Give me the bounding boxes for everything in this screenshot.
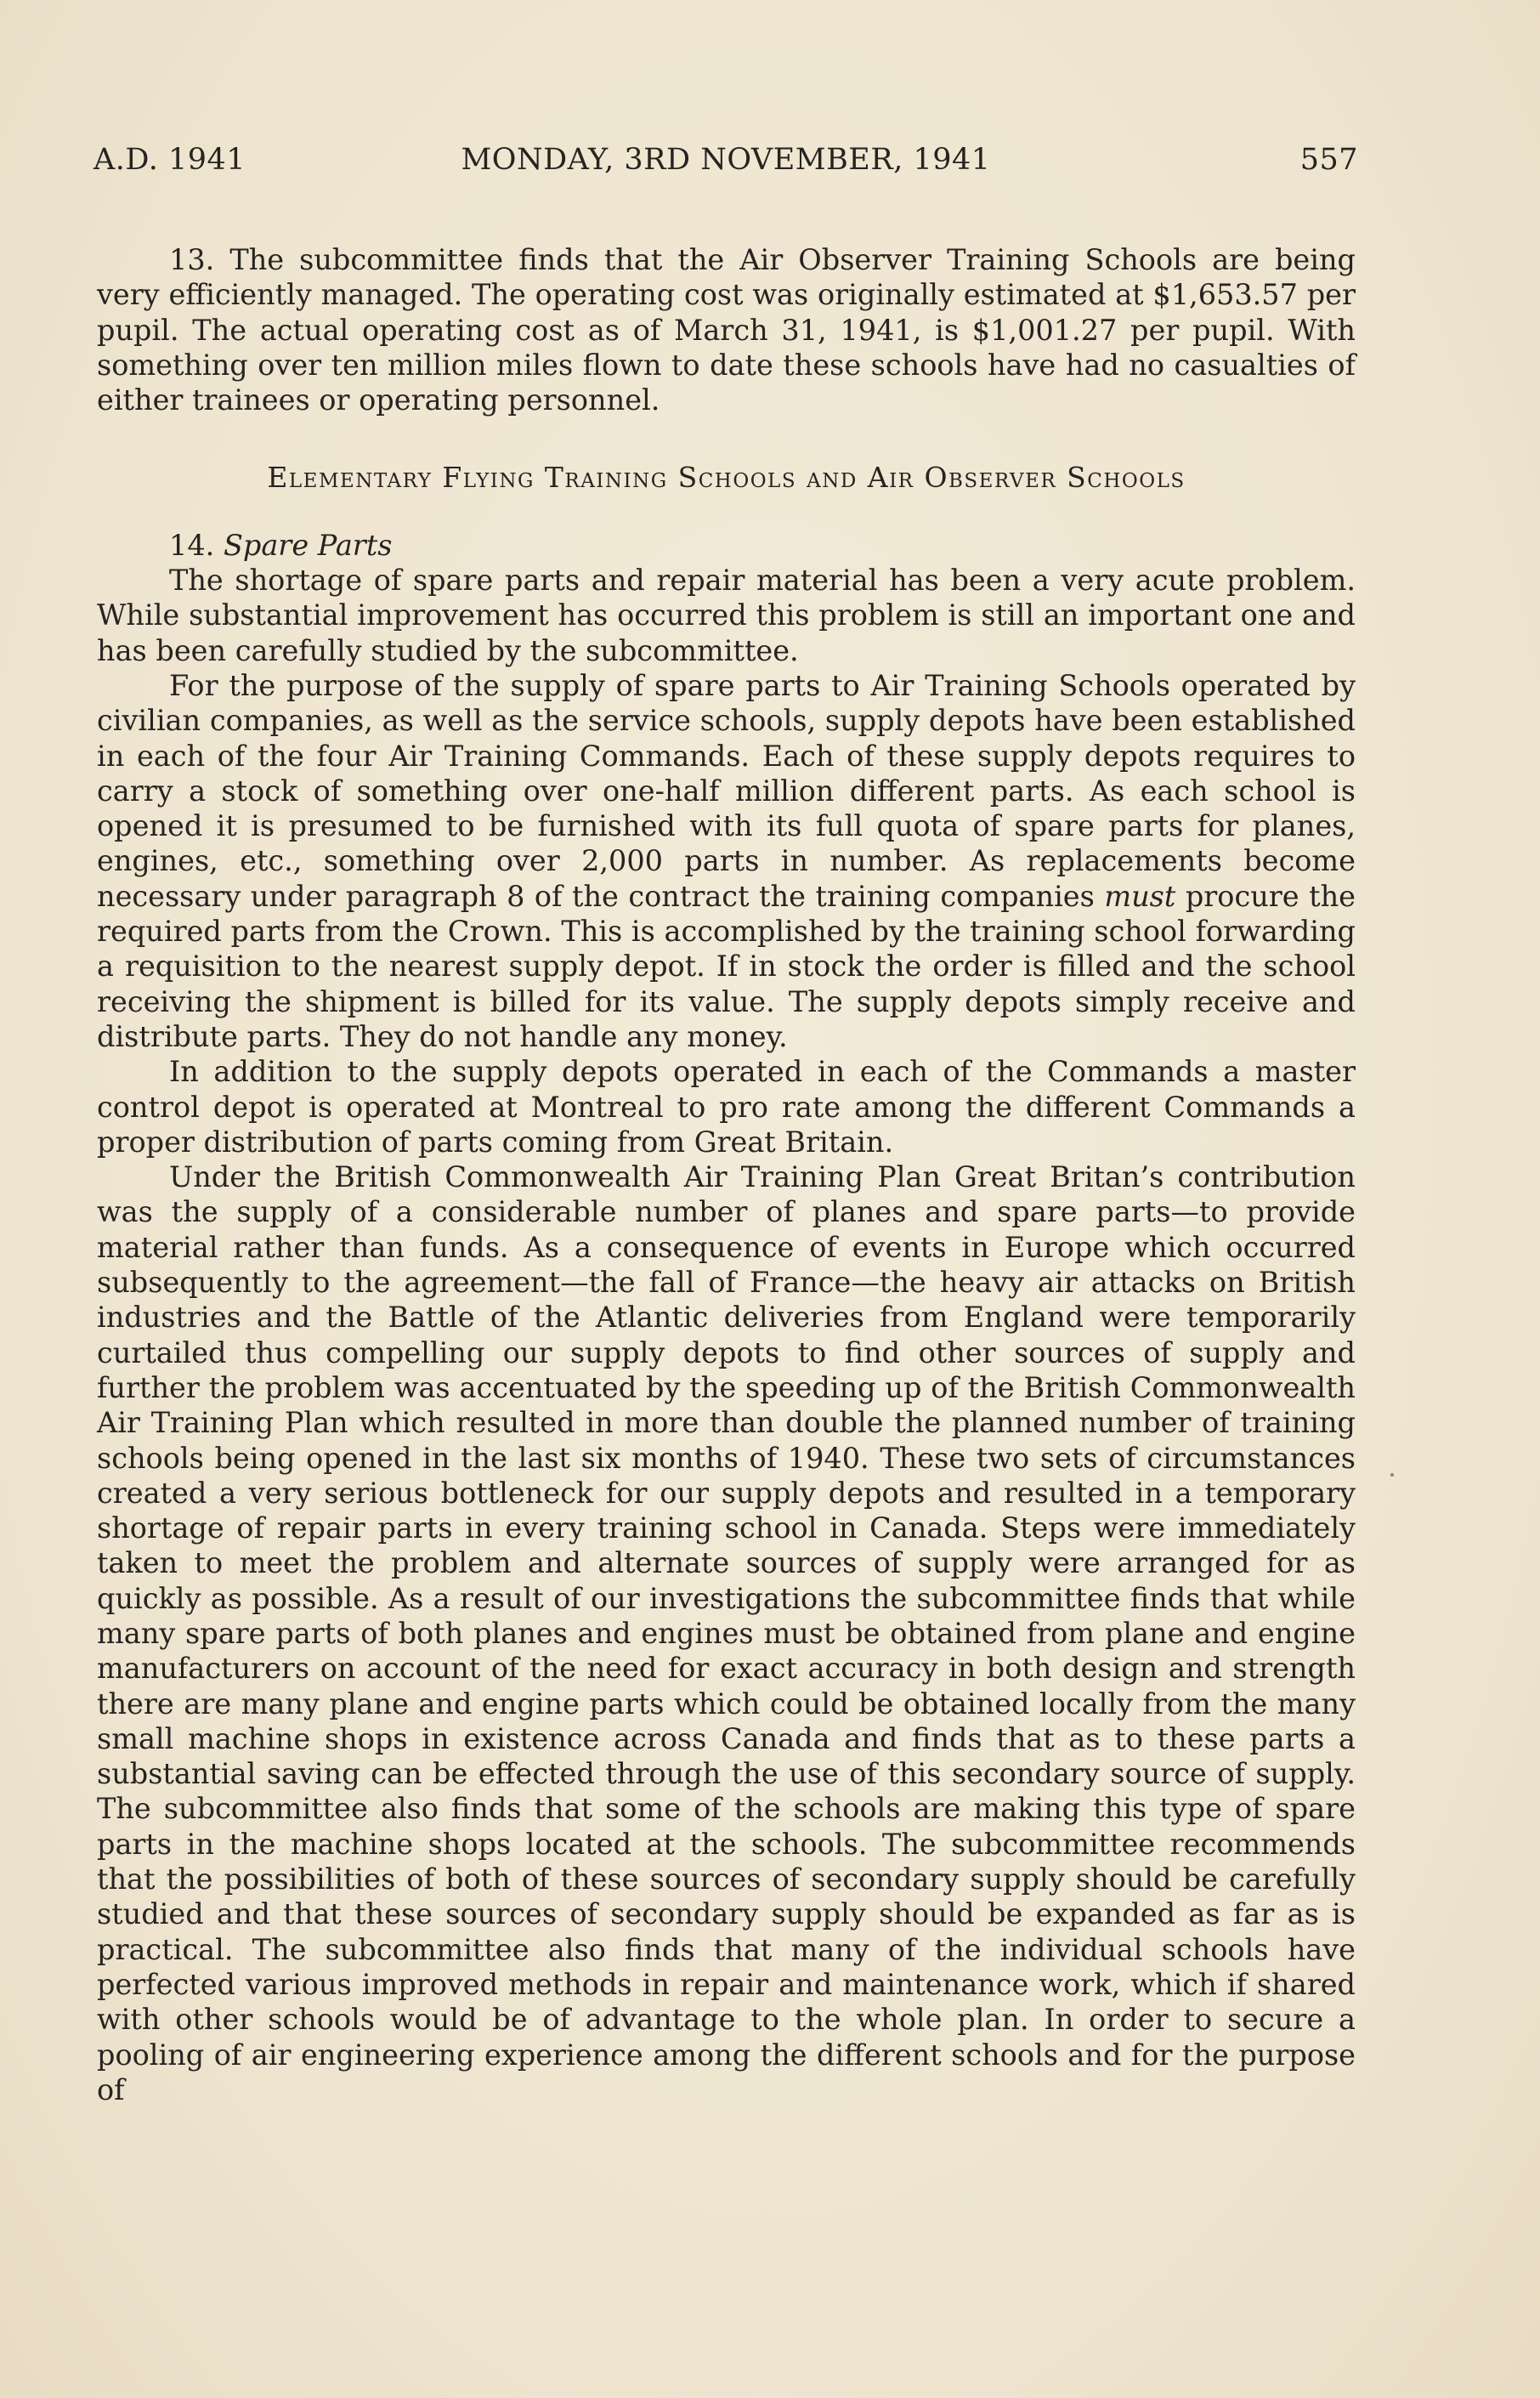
paragraph-13: 13. The subcommittee finds that the Air Observer Training Schools are being very efficiently managed. The operating cost was originally estimated at $1,653.57 per pupil. The actual operating cost as of March 31, 1941, is $1,001.27 per pupil. With something over ten million miles flown to date these schools have had no casualties of either trainees or operating personnel.	[97, 243, 1356, 417]
subheading-number: 14.	[169, 528, 224, 562]
running-head	[93, 143, 1358, 185]
paragraph-14b-emphasis: must	[1104, 879, 1176, 913]
subheading-spare-parts	[97, 528, 1356, 563]
body-text	[97, 242, 1356, 2107]
paragraph-14b	[97, 668, 1356, 1054]
paragraph-14a: The shortage of spare parts and repair material has been a very acute problem. While substantial improvement has occurred this problem is still an important one and has been carefully studied by the subcommittee.	[97, 564, 1356, 667]
header-date	[93, 143, 1358, 177]
paragraph-14c: In addition to the supply depots operated in each of the Commands a master control depot is operated at Montreal to pro rate among the different Commands a proper distribution of parts coming from Great Britain.	[97, 1055, 1356, 1159]
page-number: 557	[1299, 143, 1358, 177]
header-date-prefix: MONDAY, 3	[461, 143, 644, 177]
paragraph-14b-after: procure the required parts from the Crown. This is accomplished by the training school forwarding a requisition to the nearest supply depot. If in stock the order is filled and the school receiving the shipment is billed for its value. The supply depots simply receive and distribute parts. They do not handle any money.	[97, 879, 1356, 1053]
header-date-ordinal: RD	[643, 143, 691, 177]
header-year: A.D. 1941	[93, 143, 246, 177]
paragraph-14d: Under the British Commonwealth Air Training Plan Great Britan’s contribution was the supply of a considerable number of planes and spare parts—to provide material rather than funds. As a consequence of events in Europe which occurred subsequently to the agreement—the fall of France—the heavy air attacks on British industries and the Battle of the Atlantic deliveries from England were temporarily curtailed thus compelling our supply depots to find other sources of supply and further the problem was accentuated by the speeding up of the British Commonwealth Air Training Plan which resulted in more than double the planned number of training schools being opened in the last six months of 1940. These two sets of circumstances created a very serious bottleneck for our supply depots and resulted in a temporary shortage of repair parts in every training school in Canada. Steps were immediately taken to meet the problem and alternate sources of supply were arranged for as quickly as possible. As a result of our investigations the subcommittee finds that while many spare parts of both planes and engines must be obtained from plane and engine manufacturers on account of the need for exact accuracy in both design and strength there are many plane and engine parts which could be obtained locally from the many small machine shops in existence across Canada and finds that as to these parts a substantial saving can be effected through the use of this secondary source of supply. The subcommittee also finds that some of the schools are making this type of spare parts in the machine shops located at the schools. The subcommittee recommends that the possibilities of both of these sources of secondary supply should be carefully studied and that these sources of secondary supply should be expanded as far as is practical. The subcommittee also finds that many of the individual schools have perfected various improved methods in repair and maintenance work, which if shared with other schools would be of advantage to the whole plan. In order to secure a pooling of air engineering experience among the different schools and for the purpose of	[97, 1160, 1356, 2106]
ink-speck	[1390, 1473, 1394, 1477]
subheading-title: Spare Parts	[223, 528, 393, 562]
paragraph-14b-before: For the purpose of the supply of spare parts to Air Training Schools operated by civilian companies, as well as the service schools, supply depots have been established in each of the four Air Training Commands. Each of these supply depots requires to carry a stock of something over one-half million different parts. As each school is opened it is presumed to be furnished with its full quota of spare parts for planes, engines, etc., something over 2,000 parts in number. As replacements become necessary under paragraph 8 of the contract the training companies	[97, 668, 1356, 913]
section-heading: Elementary Flying Training Schools and Air Observer Schools	[267, 461, 1186, 495]
header-date-suffix: NOVEMBER, 1941	[690, 143, 991, 177]
